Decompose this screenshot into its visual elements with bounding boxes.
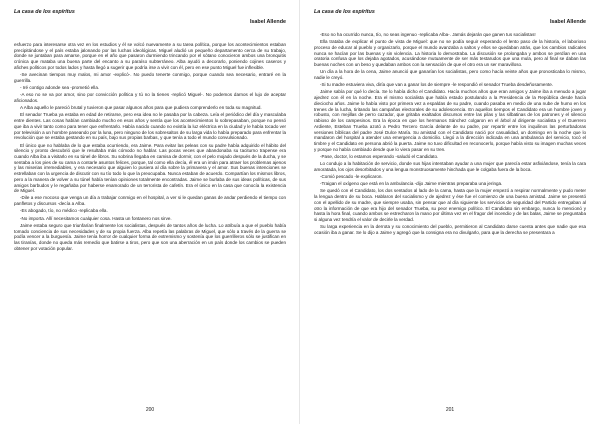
paragraph: -Pase, doctor, lo estamos esperando -saludó el Candidato. <box>320 153 439 159</box>
paragraph: -A eso no se va por amor, sino por convicción política y tú no la tienes -replicó Miguel-. No podemos darnos el lujo de aceptar aficionados. <box>14 92 286 103</box>
paragraph: -Comió pescado -le explicaron. <box>320 174 383 180</box>
book-title: La casa de los espíritus <box>14 9 75 15</box>
left-page-header <box>14 9 286 32</box>
right-page-body <box>314 32 586 400</box>
paragraph: esfuerzo para interesarse otra vez en los estudios y él se volcó nuevamente a su tarea política, porque los acontecimientos estaban precipitándose y el país estaba jalonando por las luchas ideológicas. Miguel aludió un pequeño departamento cerca de su trabajo, donde se juntaban para amarse, porque en el año que pasaron durmiendo trincando por el sótano conocieron ambos una bronquitis crónica que mataba una buena parte del encanto a su paraíso subterráneo. Alba ayudó a decorarlo, poniendo cojines caseros y afiches políticos por todos lados y hasta llegó a sugerir que podría irse a vivir con él, pero en ese punto Miguel fue inflexible. <box>14 42 286 70</box>
paragraph: Ella trataba de explicar el punto de vista de Miguel: que no se podía seguir esperando el lento paso de la historia, el laborioso proceso de educar al pueblo y organizarlo, porque el mundo avanzaba a saltos y ellos se quedaban atrás, que los cambios radicales nunca se hacían por las buenas y sin violencia. La historia lo demostraba. La discusión se prolongaba y ambos se perdían en una oratoria confusa que los dejaba agotados, acusándose mutuamente de ser más testarudos que una mula, pero al final se daban las buenas noches con un beso y quedaban ambos con la sensación de que el otro era un ser maravilloso. <box>314 39 586 68</box>
paragraph: A Alba aquello le pareció brutal y tuvieron que pasar algunos años para que pudiera comprenderlo en toda su magnitud. <box>20 105 262 111</box>
author-name: Isabel Allende <box>549 19 586 25</box>
paragraph: Jaime estaba seguro que triunfarían finalmente los socialistas, después de tantos años de lucha. Lo atribuía a que el pueblo había tomado conciencia de sus necesidades y de su propia fuerza. Alba repetía las palabras de Miguel, que sólo a través de la guerra se podía vencer a la burguesía. Jaime tenía horror de cualquier forma de extremismo y sostenía que los guerrilleros sólo se justifican en las tiranías, donde no queda más remedio que batirse a tiros, pero que son una aberración en un país donde los cambios se pueden obtener por votación popular. <box>14 222 286 251</box>
right-page-header <box>314 9 586 32</box>
left-page-body <box>14 42 286 402</box>
paragraph: -No importa. Allí necesitamos cualquier cosa. Hasta un fontanero nos sirve. <box>20 215 172 221</box>
paragraph: Un día a la hora de la cena, Jaime anunció que ganarían los socialistas, pero como hacía veinte años que pronosticaba lo mismo, nadie le creyó. <box>314 69 586 81</box>
paragraph: -Se avecinan tiempos muy malos, mi amor -explicó-. No puedo tenerte conmigo, porque cuando sea necesario, entraré en la guerrilla. <box>14 72 286 83</box>
paragraph: Se quedó con el Candidato, los dos sentados al lado de la cama, hasta que la mujer empezó a respirar normalmente y pudo meter la lengua dentro de su boca. Hablaron del socialismo y de ajedrez y ése fue el comienzo de una buena amistad. Jaime se presentó con el apellido de su madre, que siempre usaba, sin pensar que al día siguiente los servicios de seguridad del Partido entregaban al otro la información de que era hijo del senador Trueba, su peor enemigo político. El Candidato sin embargo, nunca lo mencionó y hasta la hora final, cuando ambos se estrecharon la mano por última vez en el fragor del incendio y de las balas, Jaime se preguntaba si alguna vez tendría el valor de decirle la verdad. <box>314 188 586 223</box>
paragraph: El único que no hablaba de lo que estaba ocurriendo, era Jaime. Para evitar las peleas con su padre había adquirido el hábito del silencio y pronto descubrió que le resultaba más cómodo no hablar. Las pocas veces que abandonaba su taciturno trapense era cuando Alba iba a visitarlo en su túnel de libros. Su sobrina llegaba en camisa de dormir, con el pelo mojado después de la ducha, y se sentaba a los pies de su cama a contarle asuntos felices, porque, tal como ella decía, él era un imán para atraer los problemas ajenos y las miserias irremediables, y era necesario que alguien lo pusiera al día sobre la primavera y el amor. Sus buenas intenciones se estrellaban con la urgencia de discutir con su tío todo lo que la preocupaba. Nunca estaban de acuerdo. Compartían los mismos libros, pero a la manera de volver a su túnel había tenían opiniones totalmente encontradas. Jaime se burlaba de sus ideas políticas, de sus amigos barbudos y le regañaba por haberse enamorado de un terrorista de cafetín. Era el único en la casa que conocía la existencia de Miguel. <box>14 142 286 194</box>
paragraph: - Iré contigo adonde sea -prometió ella. <box>20 85 100 91</box>
paragraph: El senador Trueba ya estaba en edad de retirarse, pero esa idea no le pasaba por la cabeza. Leía el periódico del día y masculaba entre dientes. Las cosas habían cambiado mucho en esos años y sentía que los acontecimientos lo sobrepasaban, porque no pensó que iba a vivir tanto como para tener que enfrentarlo. Había nacido cuando no existía la luz eléctrica en la ciudad y le había tocado ver por televisión a un hombre paseando por la luna, pero ninguno de los sobresaltos de su larga vida lo había preparado para enfrentar la revolución que se estaba gestando en su país, bajo sus propias barbas, y que tenía a todo el mundo convulsionado. <box>14 112 286 141</box>
paragraph: Su larga experiencia en la derrota y su conocimiento del pueblo, permitieron al Candidato darse cuenta antes que nadie que esa ocasión iba a ganar. Se lo dijo a Jaime y agregó que la consigna era no divulgarlo, para que la derecha se presentara a <box>314 224 586 235</box>
book-title: La casa de los espíritus <box>314 9 375 15</box>
paragraph: -Traigan el oxígeno que está en la ambulancia -dijo Jaime mientras preparaba una jeringa. <box>320 181 503 187</box>
paragraph: -Si tu madre estuviera viva, diría que van a ganar los de siempre -le respondió el senador Trueba desdeñosamente. <box>320 82 554 88</box>
paragraph: -Dile a ese mocoso que venga un día a trabajar conmigo en el hospital, a ver si le quedan ganas de andar perdiendo el tiempo con panfletos y discursos -decía a Alba. <box>14 195 286 207</box>
page-number: 200 <box>145 407 155 413</box>
paragraph: Lo condujo a la habitación de servicio, donde sus hijas intentaban ayudar a una mujer que parecía estar asfixiándose, tenía la cara amoratada, los ojos desorbitados y una lengua monstruosamente hinchada que le colgaba fuera de la boca. <box>314 161 586 172</box>
paragraph: -Eso no ha ocurrido nunca, tío, no seas ingenuo -replicaba Alba-. Jamás dejarán que ganen tus socialistas! <box>320 32 536 37</box>
paragraph: Jaime sabía por qué lo decía. Se lo había dicho el Candidato. Hacía muchos años que eran amigos y Jaime iba a menudo a jugar ajedrez con él en la noche. Era el mismo socialista que había estado postulando a la Presidencia de la República desde hacía dieciocho años. Jaime lo había visto por primera vez a espaldas de su padre, cuando pasaba en medio de una nube de humo en los trenes de la lucha, tiritando las campañas electorales de su adolescencia. En aquellos tiempos el Candidato era un hombre joven y robusto, con mejillas de perro cazador, que gritaba exaltados discursos entre las pilas y las silbatinas de los patrones y el silencio rabioso de los campesinos. Era la época en que los hermanos Sánchez colgaron en el árbol al dirigente socialista y el Guerrero Ardiente, Esteban Trueba azotó a Pedro Tercero García delante de su padre, por repartir entre los inquilinos las perturbadoras versiones bíblicas del padre José Dulce María. Su amistad con el Candidato nació por casualidad, un domingo en la noche que lo mandaron del hospital a atender una emergencia a domicilio. Llegó a la dirección indicada en una ambulancia del servicio, tocó el timbre y el Candidato en persona abrió la puerta. Jaime no tuvo dificultad en reconocerlo, porque había visto su imagen muchas veces y porque no había cambiado desde que lo viera pasar en su tren. <box>314 89 586 152</box>
page-number: 201 <box>445 407 455 413</box>
author-name: Isabel Allende <box>249 19 286 25</box>
right-page <box>300 0 600 424</box>
paragraph: -Es abogado, tío, no médico -replicaba ella. <box>20 208 108 214</box>
